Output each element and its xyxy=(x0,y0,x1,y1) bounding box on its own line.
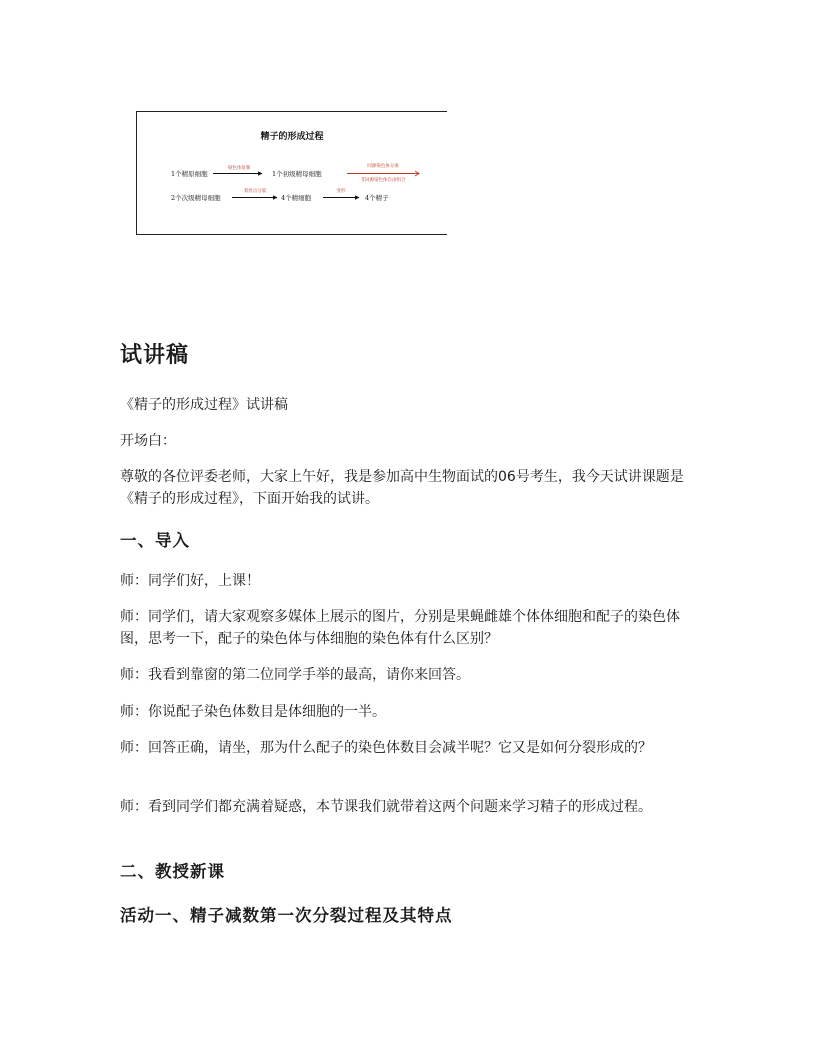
label-nonhomolog-recombination: 非同源染色体自由组合 xyxy=(360,178,406,183)
node-sperm: 4个精子 xyxy=(365,194,389,202)
dialogue-line: 师：同学们好，上课！ xyxy=(120,573,260,589)
label-chromosome-replication: 染色体复制 xyxy=(227,166,251,171)
node-secondary-spermatocyte: 2个次级精母细胞 xyxy=(171,194,221,202)
dialogue-line: 师：同学们，请大家观察多媒体上展示的图片，分别是果蝇雌雄个体体细胞和配子的染色体图，思考一下，配子的染色体与体细胞的染色体有什么区别？ xyxy=(120,609,680,647)
document-title: 试讲稿 xyxy=(120,343,190,368)
node-primary-spermatocyte: 1个初级精母细胞 xyxy=(272,170,322,178)
figure-title: 精子的形成过程 xyxy=(260,132,324,142)
dialogue-line: 师：我看到靠窗的第二位同学手举的最高，请你来回答。 xyxy=(120,667,470,683)
flow-diagram xyxy=(137,112,448,236)
opening-text: 尊敬的各位评委老师，大家上午好，我是参加高中生物面试的06号考生，我今天试讲课题是《精子的形成过程》，下面开始我的试讲。 xyxy=(120,469,684,507)
node-spermatogonium: 1个精原细胞 xyxy=(171,170,208,178)
label-metamorphosis: 变形 xyxy=(336,189,346,194)
dialogue-line: 师：回答正确，请坐，那为什么配子的染色体数目会减半呢？它又是如何分裂形成的？ xyxy=(120,740,652,756)
section-new-lesson-heading: 二、教授新课 xyxy=(120,862,225,881)
spermatogenesis-figure xyxy=(136,111,447,235)
label-homolog-separation: 同源染色体分离 xyxy=(367,164,399,169)
opening-label: 开场白： xyxy=(120,433,176,449)
activity-one-heading: 活动一、精子减数第一次分裂过程及其特点 xyxy=(120,906,453,925)
document-subtitle: 《精子的形成过程》试讲稿 xyxy=(120,397,288,413)
section-intro-heading: 一、导入 xyxy=(120,531,190,550)
label-centromere-split: 着丝点分裂 xyxy=(243,189,267,194)
node-spermatid: 4个精细胞 xyxy=(281,194,312,202)
dialogue-line: 师：你说配子染色体数目是体细胞的一半。 xyxy=(120,704,386,720)
dialogue-line: 师：看到同学们都充满着疑惑，本节课我们就带着这两个问题来学习精子的形成过程。 xyxy=(120,799,652,815)
